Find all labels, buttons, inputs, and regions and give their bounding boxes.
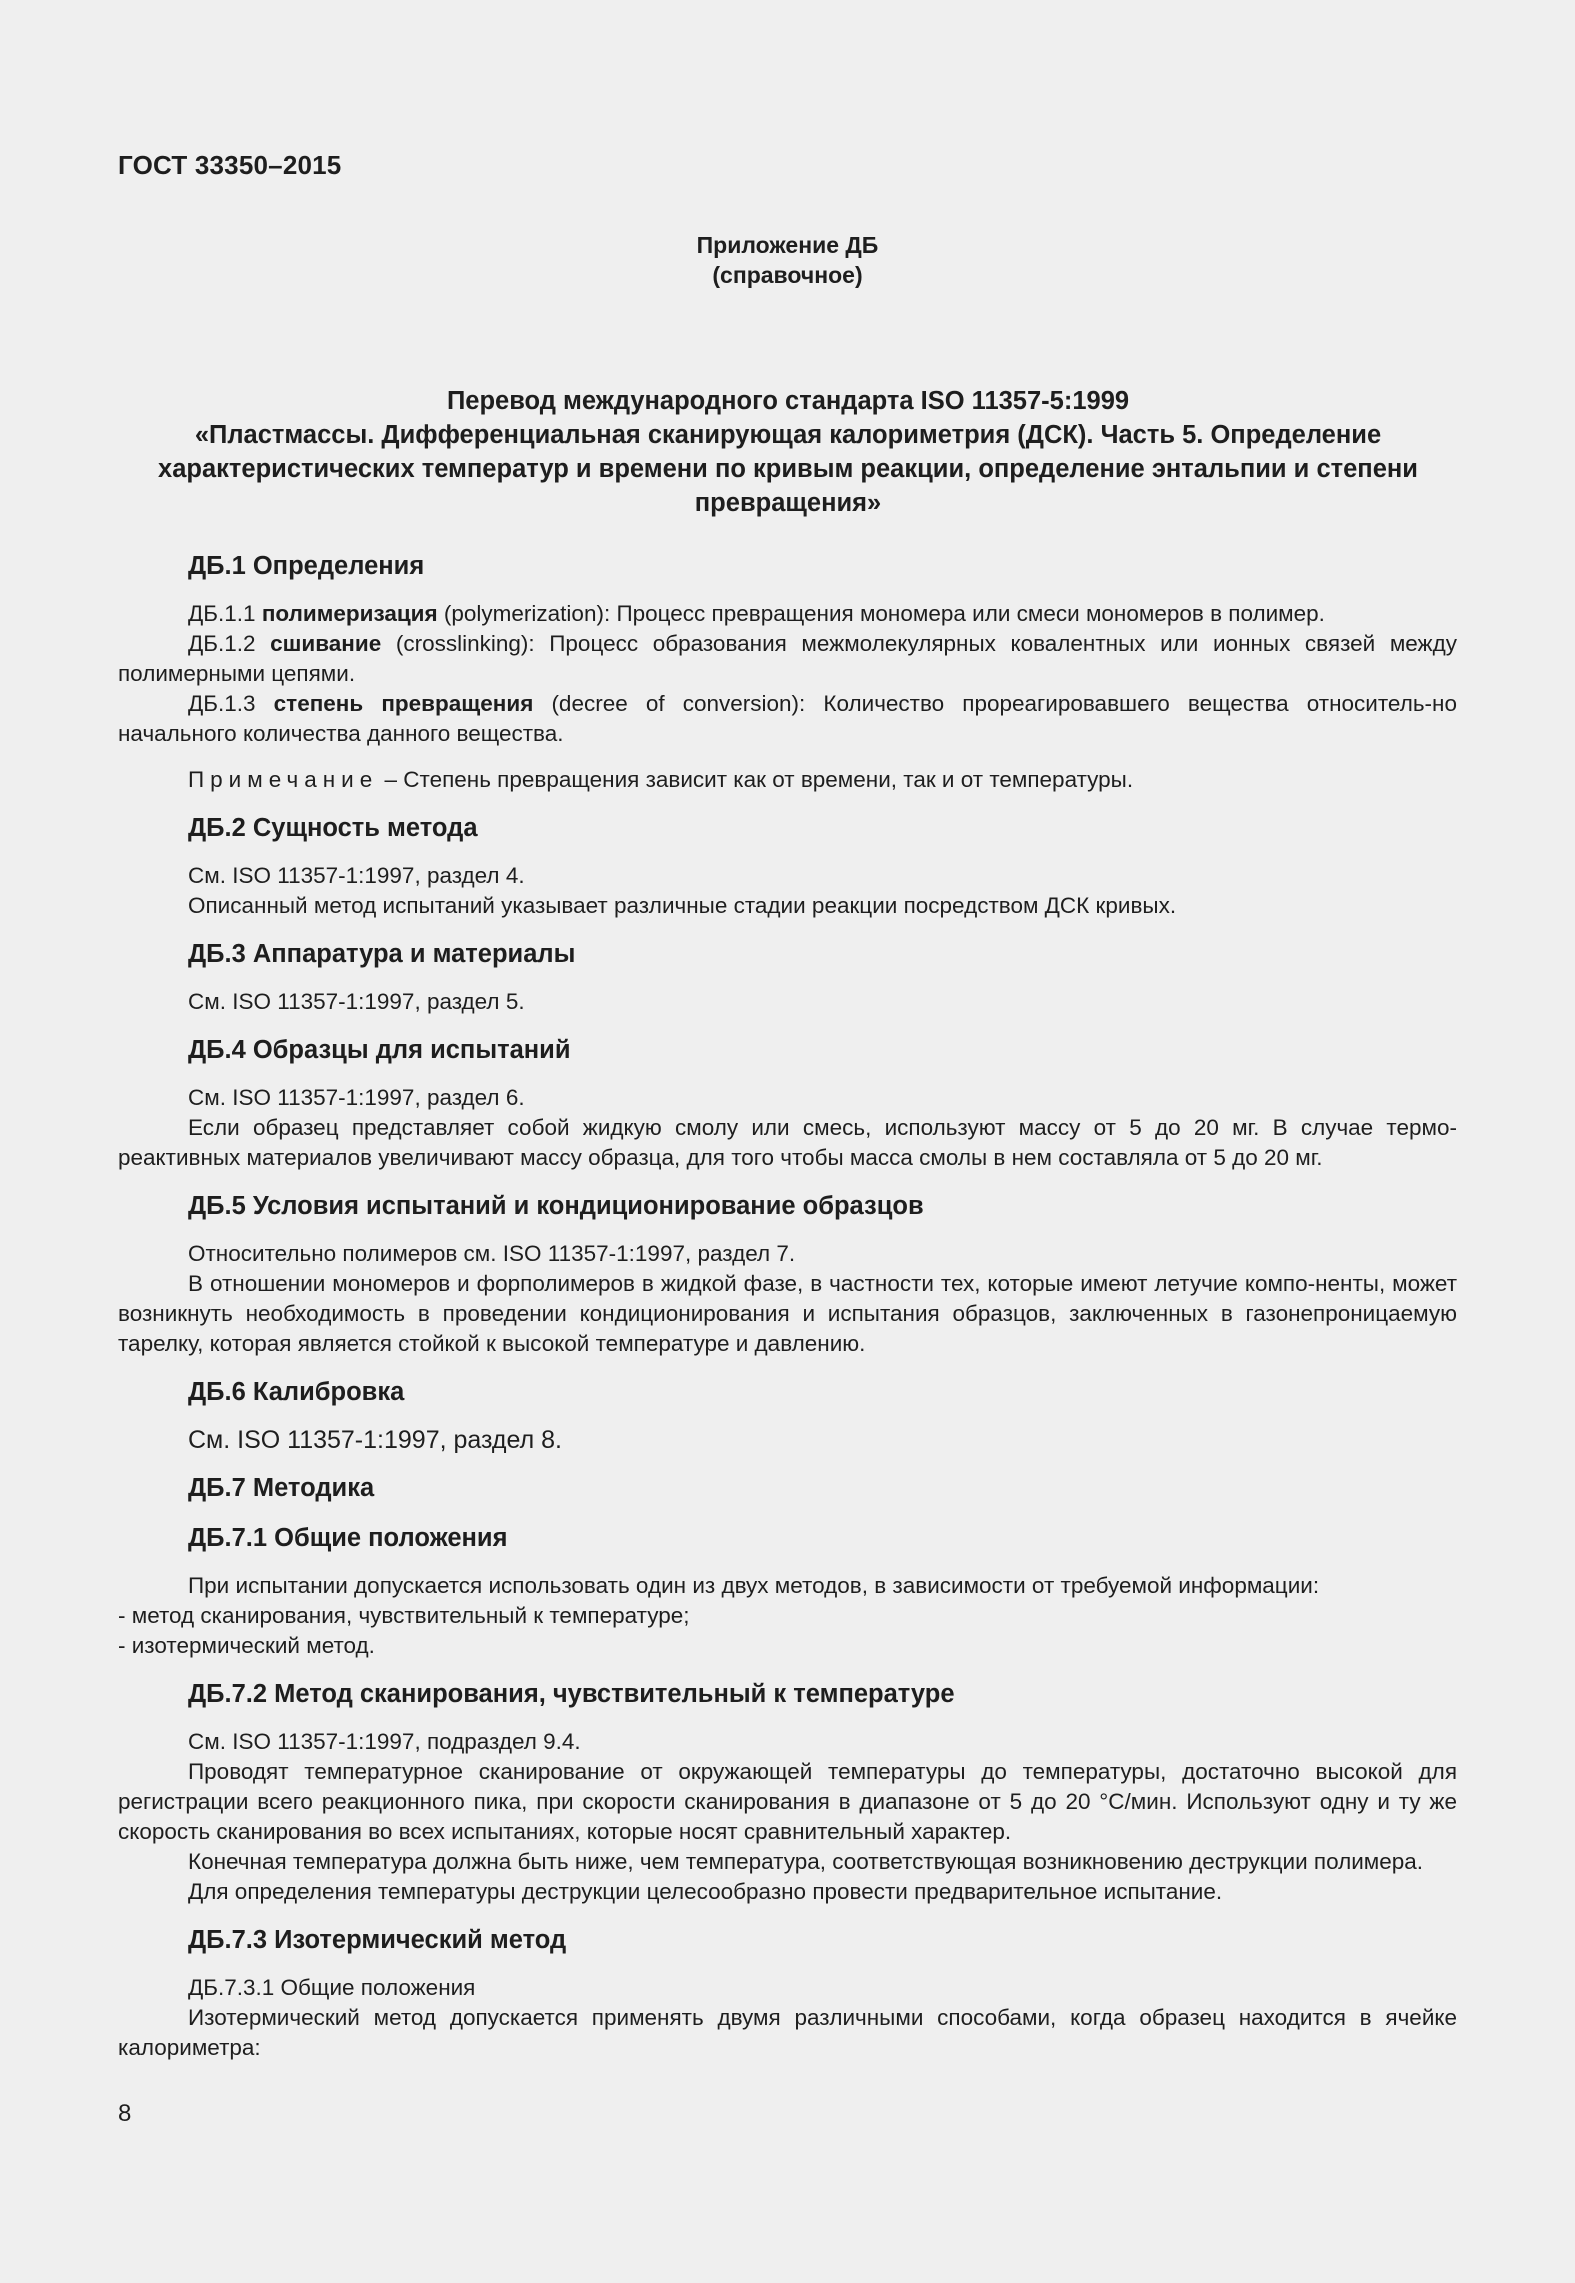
definition-2: [118, 629, 1457, 689]
paragraph: Для определения температуры деструкции целесообразно провести предварительное испытание.: [188, 1879, 1223, 1904]
note-text: – Степень превращения зависит как от времени, так и от температуры.: [384, 767, 1134, 792]
annex-header: [0, 230, 1575, 290]
list-item: - метод сканирования, чувствительный к температуре;: [118, 1603, 690, 1628]
section-heading-db6: ДБ.6 Калибровка: [188, 1378, 405, 1406]
definition-text: (crosslinking): Процесс образования межмолекулярных ковалентных или ионных связей между полимерными цепями.: [118, 631, 1457, 686]
paragraph: Изотермический метод допускается применять двумя различными способами, когда образец находится в ячейке калориметра:: [118, 2005, 1457, 2060]
definition-number: ДБ.1.1: [188, 601, 256, 626]
paragraph: См. ISO 11357-1:1997, раздел 4.: [188, 863, 525, 888]
document-title: [118, 384, 1458, 520]
paragraph: См. ISO 11357-1:1997, раздел 6.: [188, 1085, 525, 1110]
definition-number: ДБ.1.3: [188, 691, 256, 716]
paragraph: Если образец представляет собой жидкую смолу или смесь, используют массу от 5 до 20 мг. В случае термо-реактивных материалов увеличивают массу образца, для того чтобы масса смолы в нем составляла от 5 до 20 мг.: [118, 1115, 1457, 1170]
definition-term: степень превращения: [273, 691, 534, 716]
paragraph: Проводят температурное сканирование от окружающей температуры до температуры, достаточно высокой для регистрации всего реакционного пика, при скорости сканирования в диапазоне от 5 до 20 °С/мин. Используют одну и ту же скорость сканирования во всех испытаниях, которые носят сравнительный характер.: [118, 1759, 1457, 1844]
subsection-heading-db7-3: ДБ.7.3 Изотермический метод: [188, 1926, 567, 1954]
annex-title: Приложение ДБ: [696, 232, 879, 258]
title-line-1: Перевод международного стандарта ISO 11357-5:1999: [446, 387, 1130, 415]
list-item: - изотермический метод.: [118, 1633, 375, 1658]
section-heading-db1: ДБ.1 Определения: [188, 552, 425, 580]
note: [118, 765, 1457, 795]
definition-text: (decree of conversion): Количество прореагировавшего вещества относитель-но начального количества данного вещества.: [118, 691, 1457, 746]
section-heading-db7: ДБ.7 Методика: [188, 1474, 375, 1502]
definition-1: [118, 599, 1457, 629]
paragraph: См. ISO 11357-1:1997, подраздел 9.4.: [188, 1729, 581, 1754]
section-heading-db2: ДБ.2 Сущность метода: [188, 814, 478, 842]
subsection-heading-db7-2: ДБ.7.2 Метод сканирования, чувствительный к температуре: [188, 1680, 955, 1708]
definition-number: ДБ.1.2: [188, 631, 256, 656]
definition-3: [118, 689, 1457, 749]
annex-subtitle: (справочное): [712, 262, 863, 288]
definition-term: сшивание: [270, 631, 382, 656]
section-heading-db5: ДБ.5 Условия испытаний и кондиционирование образцов: [188, 1192, 924, 1220]
standard-number: ГОСТ 33350–2015: [118, 150, 342, 180]
paragraph: В отношении мономеров и форполимеров в жидкой фазе, в частности тех, которые имеют летучие компо-ненты, может возникнуть необходимость в проведении кондиционирования и испытания образцов, заключенных в газонепроницаемую тарелку, которая является стойкой к высокой температуре и давлению.: [118, 1271, 1457, 1356]
paragraph: ДБ.7.3.1 Общие положения: [188, 1975, 476, 2000]
definition-text: (polymerization): Процесс превращения мономера или смеси мономеров в полимер.: [443, 601, 1325, 626]
paragraph: Относительно полимеров см. ISO 11357-1:1997, раздел 7.: [188, 1241, 796, 1266]
subsection-heading-db7-1: ДБ.7.1 Общие положения: [188, 1524, 508, 1552]
title-line-2: «Пластмассы. Дифференциальная сканирующая калориметрия (ДСК). Часть 5. Определение характеристических температур и времени по кривым реакции, определение энтальпии и степени превращения»: [158, 421, 1418, 517]
page-number: 8: [118, 2100, 132, 2127]
paragraph: См. ISO 11357-1:1997, раздел 8.: [188, 1426, 562, 1454]
paragraph: См. ISO 11357-1:1997, раздел 5.: [188, 989, 525, 1014]
note-label: Примечание: [188, 767, 379, 792]
paragraph: Описанный метод испытаний указывает различные стадии реакции посредством ДСК кривых.: [188, 893, 1177, 918]
document-body: [118, 549, 1457, 2063]
paragraph: Конечная температура должна быть ниже, чем температура, соответствующая возникновению деструкции полимера.: [188, 1849, 1424, 1874]
paragraph: При испытании допускается использовать один из двух методов, в зависимости от требуемой информации:: [188, 1573, 1320, 1598]
section-heading-db3: ДБ.3 Аппаратура и материалы: [188, 940, 576, 968]
section-heading-db4: ДБ.4 Образцы для испытаний: [188, 1036, 571, 1064]
definition-term: полимеризация: [261, 601, 438, 626]
